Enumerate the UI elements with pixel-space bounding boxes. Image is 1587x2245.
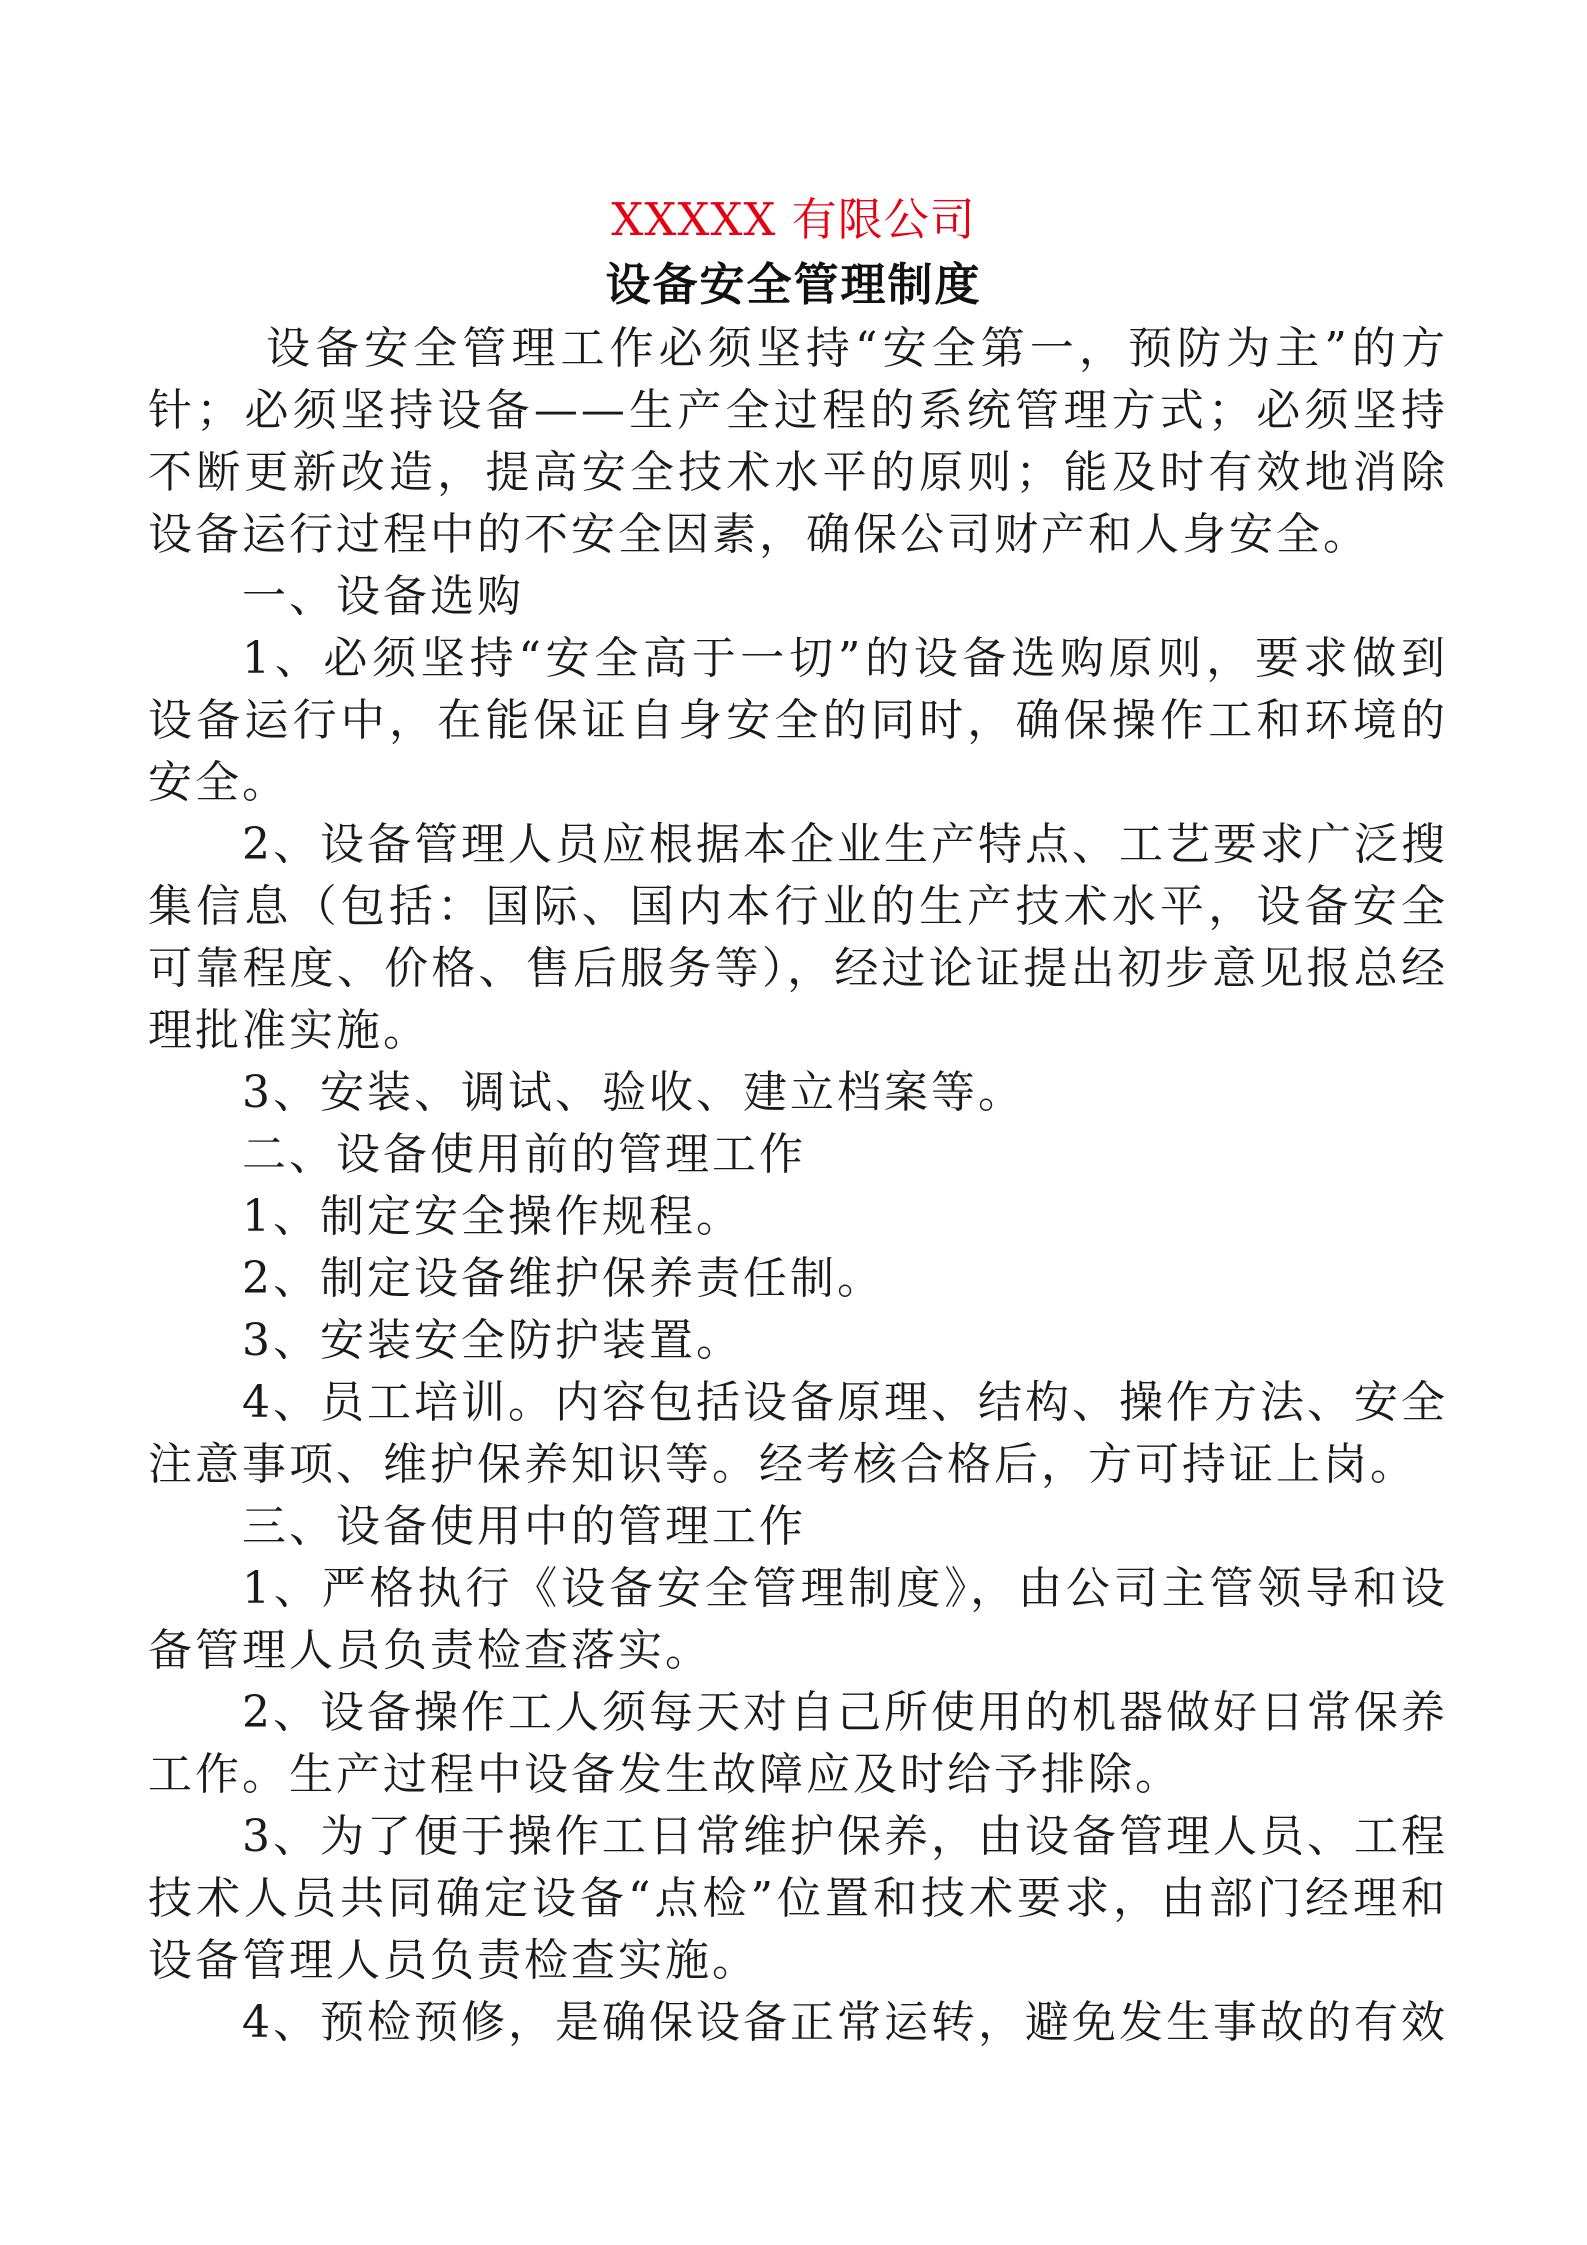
section-heading-1: 一、设备选购 <box>242 571 524 622</box>
intro-paragraph: 设备安全管理工作必须坚持“安全第一，预防为主”的方针；必须坚持设备——生产全过程的系统管理方式；必须坚持不断更新改造，提高安全技术水平的原则；能及时有效地消除设备运行过程中的不安全因素，确保公司财产和人身安全。 <box>148 323 1448 560</box>
company-title: XXXXX 有限公司 <box>611 193 976 246</box>
section-1-item-3: 3、安装、调试、验收、建立档案等。 <box>242 1067 1025 1118</box>
document-body <box>148 318 1448 2054</box>
document-title: 设备安全管理制度 <box>605 258 982 311</box>
section-2-item-1: 1、制定安全操作规程。 <box>242 1191 743 1242</box>
section-2-item-2: 2、制定设备维护保养责任制。 <box>242 1253 884 1304</box>
section-2-item-3: 3、安装安全防护装置。 <box>242 1315 743 1366</box>
section-3-item-3: 3、为了便于操作工日常维护保养，由设备管理人员、工程技术人员共同确定设备“点检”位置和技术要求，由部门经理和设备管理人员负责检查实施。 <box>148 1811 1448 1986</box>
section-2-item-4: 4、员工培训。内容包括设备原理、结构、操作方法、安全注意事项、维护保养知识等。经考核合格后，方可持证上岗。 <box>148 1377 1448 1490</box>
section-heading-3: 三、设备使用中的管理工作 <box>242 1501 806 1552</box>
section-1-item-1: 1、必须坚持“安全高于一切”的设备选购原则，要求做到设备运行中，在能保证自身安全的同时，确保操作工和环境的安全。 <box>148 633 1448 808</box>
section-1-item-2: 2、设备管理人员应根据本企业生产特点、工艺要求广泛搜集信息（包括：国际、国内本行业的生产技术水平，设备安全可靠程度、价格、售后服务等），经过论证提出初步意见报总经理批准实施。 <box>148 819 1448 1056</box>
section-3-item-4: 4、预检预修，是确保设备正常运转，避免发生事故的有效 <box>242 1997 1448 2048</box>
section-heading-2: 二、设备使用前的管理工作 <box>242 1129 806 1180</box>
section-3-item-2: 2、设备操作工人须每天对自己所使用的机器做好日常保养工作。生产过程中设备发生故障应及时给予排除。 <box>148 1687 1448 1800</box>
section-3-item-1: 1、严格执行《设备安全管理制度》，由公司主管领导和设备管理人员负责检查落实。 <box>148 1563 1448 1676</box>
